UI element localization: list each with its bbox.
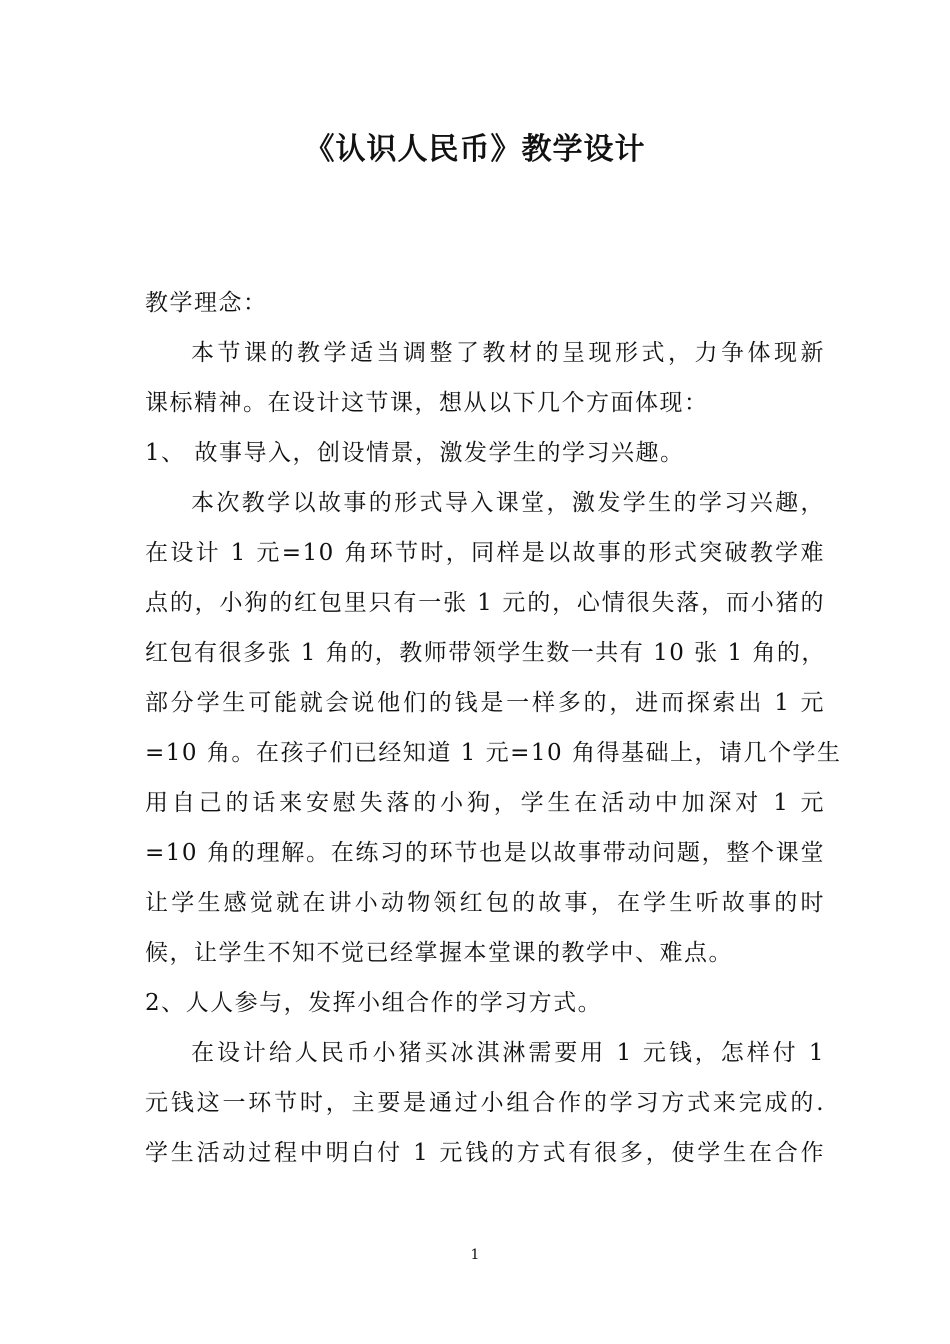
text-line: 点的，小狗的红包里只有一张 1 元的，心情很失落，而小猪的: [145, 590, 825, 616]
text-line: 候，让学生不知不觉已经掌握本堂课的教学中、难点。: [145, 940, 733, 966]
text-line: 让学生感觉就在讲小动物领红包的故事，在学生听故事的时: [145, 890, 825, 916]
text-line: 在设计 1 元=10 角环节时，同样是以故事的形式突破教学难: [145, 540, 825, 566]
text-line: =10 角的理解。在练习的环节也是以故事带动问题，整个课堂: [145, 840, 825, 866]
document-body: [145, 278, 842, 1178]
page-number: 1: [470, 1247, 480, 1263]
text-line: 在设计给人民币小猪买冰淇淋需要用 1 元钱，怎样付 1: [191, 1040, 825, 1066]
text-line: 部分学生可能就会说他们的钱是一样多的，进而探索出 1 元: [145, 690, 825, 716]
text-line: 本节课的教学适当调整了教材的呈现形式，力争体现新: [191, 340, 825, 366]
text-line: 元钱这一环节时，主要是通过小组合作的学习方式来完成的.: [145, 1090, 825, 1116]
text-line: 红包有很多张 1 角的，教师带领学生数一共有 10 张 1 角的，: [145, 640, 826, 666]
text-line: 课标精神。在设计这节课，想从以下几个方面体现：: [145, 390, 709, 416]
text-line: 用自己的话来安慰失落的小狗，学生在活动中加深对 1 元: [145, 790, 825, 816]
text-line: 教学理念：: [145, 290, 268, 316]
text-line: =10 角。在孩子们已经知道 1 元=10 角得基础上，请几个学生: [145, 740, 842, 766]
text-line: 1、 故事导入，创设情景，激发学生的学习兴趣。: [145, 440, 685, 466]
document-title: 《认识人民币》教学设计: [304, 132, 646, 167]
text-line: 学生活动过程中明白付 1 元钱的方式有很多，使学生在合作: [145, 1140, 825, 1166]
text-line: 2、人人参与，发挥小组合作的学习方式。: [145, 990, 603, 1016]
text-line: 本次教学以故事的形式导入课堂，激发学生的学习兴趣，: [191, 490, 825, 516]
